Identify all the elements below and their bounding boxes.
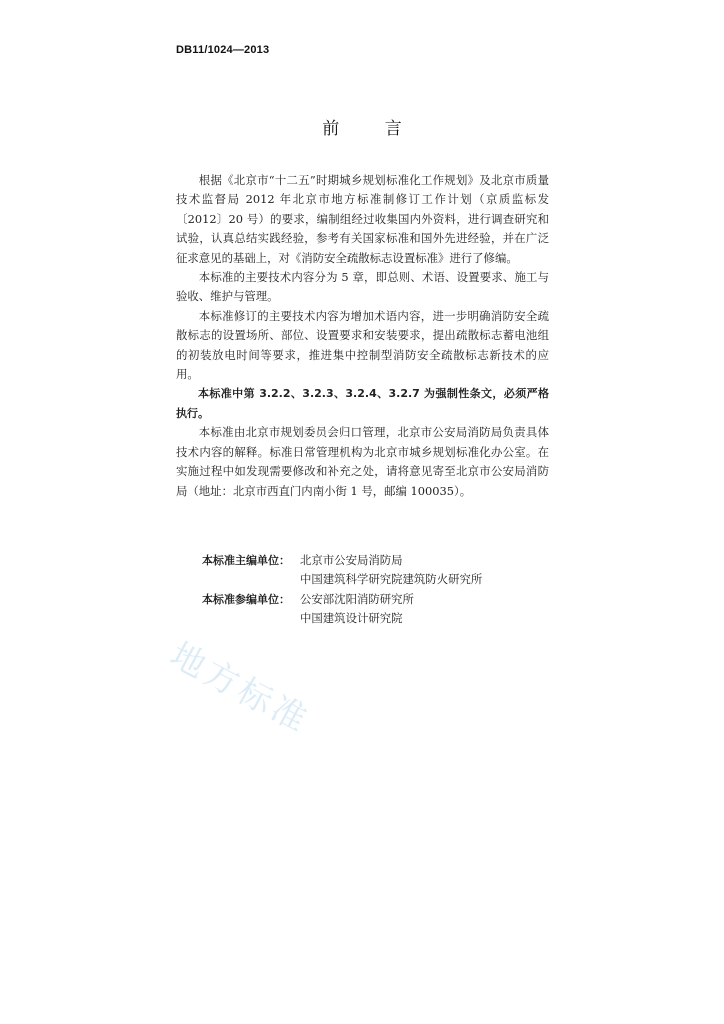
paragraph-content: 本标准的主要技术内容分为 5 章，即总则、术语、设置要求、施工与验收、维护与管理。 [176, 270, 549, 304]
foreword-body [176, 171, 549, 501]
paragraph-revision: 本标准修订的主要技术内容为增加术语内容，进一步明确消防安全疏散标志的设置场所、部位、设置要求和安装要求，提出疏散标志蓄电池组的初装放电时间等要求，推进集中控制型消防安全疏散标志新技术的应用。 [176, 308, 549, 382]
participating-unit-1: 公安部沈阳消防研究所 [300, 591, 414, 606]
participating-unit-label: 本标准参编单位： [202, 592, 290, 606]
compiling-units [202, 551, 482, 629]
document-code: DB11/1024—2013 [176, 44, 270, 56]
paragraph-management: 本标准由北京市规划委员会归口管理，北京市公安局消防局负责具体技术内容的解释。标准日常管理机构为北京市城乡规划标准化办公室。在实施过程中如发现需要修改和补充之处，请将意见寄至北京市公安局消防局（地址：北京市西直门内南小街 1 号，邮编 100035）。 [176, 425, 549, 498]
chief-unit-row-2 [202, 570, 482, 589]
participating-unit-2: 中国建筑设计研究院 [300, 611, 403, 626]
chief-unit-1: 北京市公安局消防局 [300, 553, 403, 567]
title-char-2: 言 [384, 119, 402, 139]
chief-unit-label: 本标准主编单位： [202, 554, 290, 567]
chief-unit-row [202, 551, 482, 570]
paragraph-basis: 根据《北京市“十二五”时期城乡规划标准化工作规划》及北京市质量技术监督局 2012 年北京市地方标准制修订工作计划（京质监标发〔2012〕20 号）的要求，编制组经过收集国内外资料，进行调查研究和试验，认真总结实践经验，参考有关国家标准和国外先进经验，并在广泛征求意见的基础上，对《消防安全疏散标志设置标准》进行了修编。 [176, 173, 549, 265]
page-title [0, 114, 724, 139]
title-char-1: 前 [322, 119, 340, 139]
paragraph-mandatory: 本标准中第 3.2.2、3.2.3、3.2.4、3.2.7 为强制性条文，必须严格执行。 [176, 387, 549, 420]
chief-unit-2: 中国建筑科学研究院建筑防火研究所 [300, 572, 483, 587]
participating-unit-row-2 [202, 609, 482, 628]
watermark: 地方标准 [163, 635, 317, 742]
participating-unit-row [202, 590, 482, 609]
